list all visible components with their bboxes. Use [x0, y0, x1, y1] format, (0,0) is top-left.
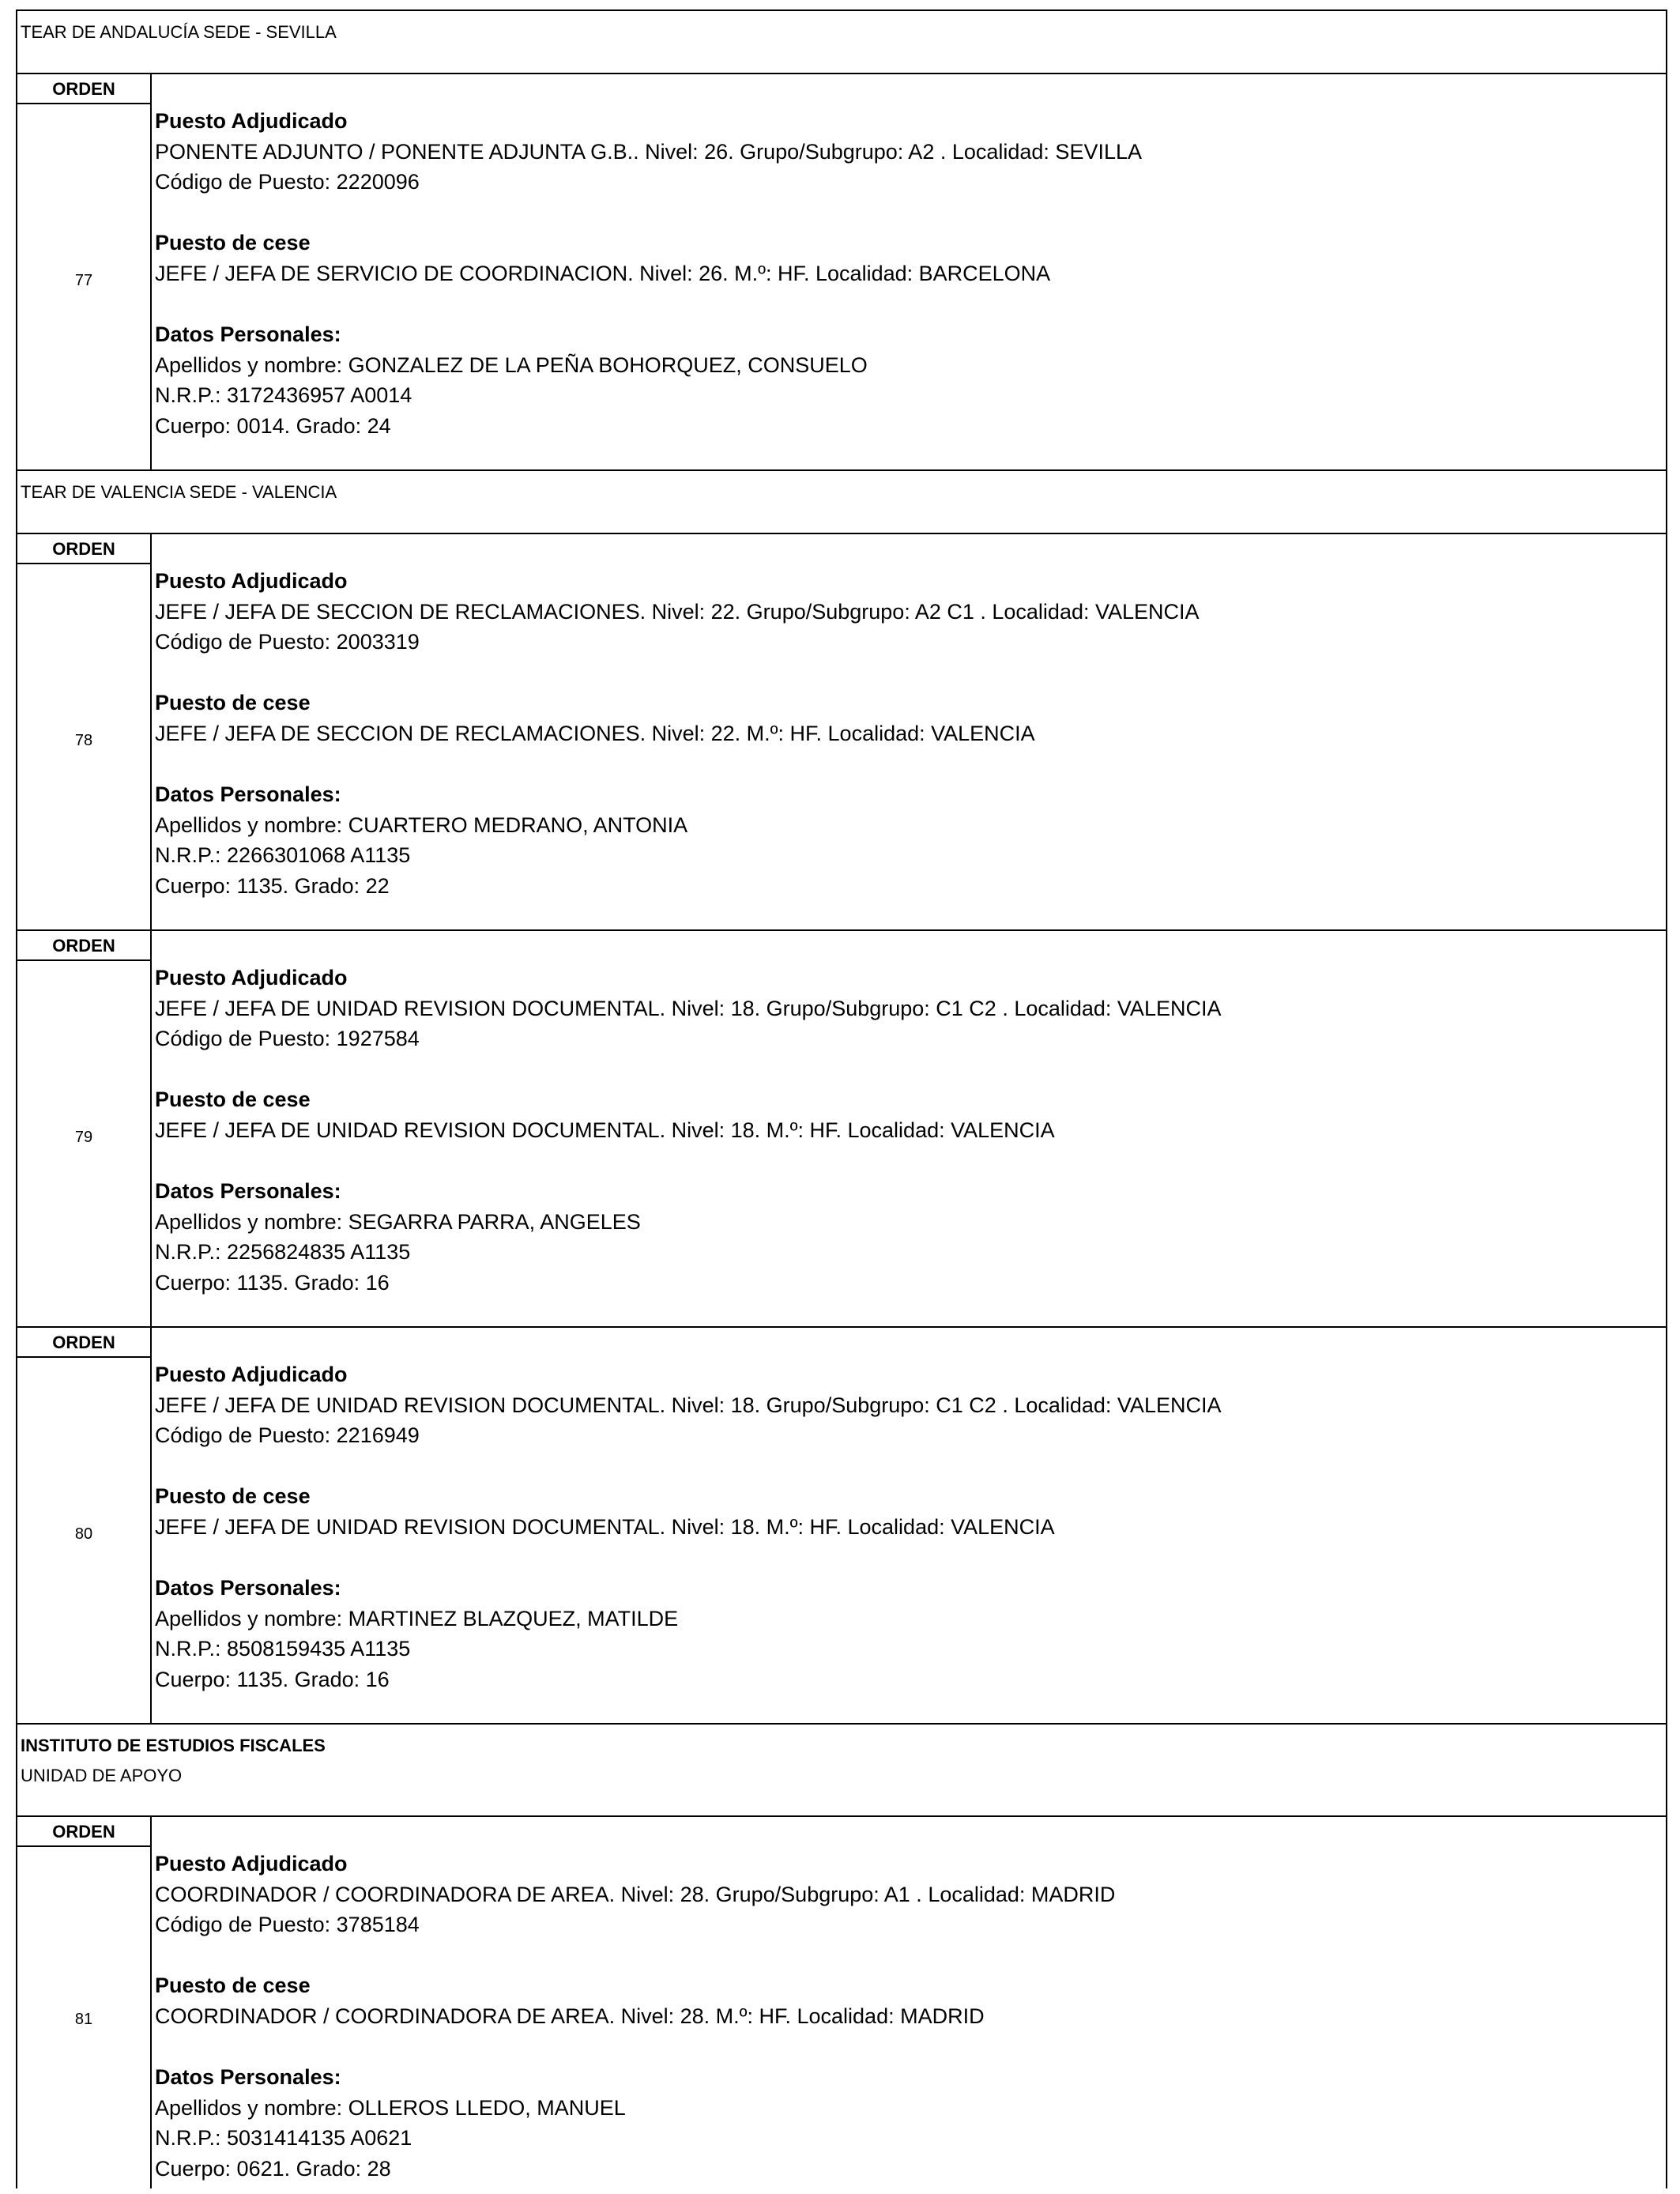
nrp: N.R.P.: 3172436957 A0014	[155, 383, 412, 408]
section-title: TEAR DE ANDALUCÍA SEDE - SEVILLA	[21, 22, 337, 42]
puesto-adjudicado-heading: Puesto Adjudicado	[155, 109, 348, 133]
puesto-adjudicado-text: COORDINADOR / COORDINADORA DE AREA. Nivel: 28. Grupo/Subgrupo: A1 . Localidad: MADRID	[155, 1882, 1116, 1906]
cuerpo-grado: Cuerpo: 0014. Grado: 24	[155, 413, 391, 438]
orden-header: ORDEN	[17, 534, 150, 564]
cuerpo-grado: Cuerpo: 1135. Grado: 16	[155, 1667, 390, 1691]
table-row	[17, 534, 1666, 931]
nrp: N.R.P.: 8508159435 A1135	[155, 1637, 411, 1661]
table-row	[17, 74, 1666, 471]
table-row	[17, 931, 1666, 1328]
cuerpo-grado: Cuerpo: 0621. Grado: 28	[155, 2156, 391, 2181]
orden-number: 81	[74, 2011, 93, 2028]
entry-content	[152, 534, 1666, 929]
table-row	[17, 1328, 1666, 1725]
section-subtitle: UNIDAD DE APOYO	[21, 1766, 183, 1785]
section-title: TEAR DE VALENCIA SEDE - VALENCIA	[21, 482, 337, 502]
puesto-adjudicado-heading: Puesto Adjudicado	[155, 966, 348, 990]
entry-content	[152, 1817, 1666, 2188]
orden-column	[17, 74, 152, 469]
orden-number: 80	[74, 1525, 93, 1543]
puesto-cese-text: JEFE / JEFA DE SERVICIO DE COORDINACION. Nivel: 26. M.º: HF. Localidad: BARCELONA	[155, 261, 1051, 285]
apellidos-nombre: Apellidos y nombre: OLLEROS LLEDO, MANUEL	[155, 2095, 626, 2120]
nrp: N.R.P.: 2266301068 A1135	[155, 843, 411, 868]
section-header	[17, 11, 1666, 74]
puesto-cese-heading: Puesto de cese	[155, 1484, 311, 1509]
datos-personales-heading: Datos Personales:	[155, 1576, 341, 1600]
datos-personales-heading: Datos Personales:	[155, 782, 341, 807]
nrp: N.R.P.: 2256824835 A1135	[155, 1240, 411, 1265]
orden-header: ORDEN	[17, 74, 150, 104]
orden-column	[17, 1328, 152, 1723]
orden-column	[17, 1817, 152, 2188]
puesto-cese-heading: Puesto de cese	[155, 691, 311, 715]
puesto-adjudicado-text: PONENTE ADJUNTO / PONENTE ADJUNTA G.B.. Nivel: 26. Grupo/Subgrupo: A2 . Localidad: SEVILLA	[155, 139, 1143, 164]
section-header	[17, 471, 1666, 534]
apellidos-nombre: Apellidos y nombre: GONZALEZ DE LA PEÑA BOHORQUEZ, CONSUELO	[155, 352, 868, 377]
puesto-adjudicado-heading: Puesto Adjudicado	[155, 1852, 348, 1875]
puesto-adjudicado-text: JEFE / JEFA DE UNIDAD REVISION DOCUMENTAL. Nivel: 18. Grupo/Subgrupo: C1 C2 . Localidad: VALENCIA	[155, 996, 1222, 1020]
apellidos-nombre: Apellidos y nombre: MARTINEZ BLAZQUEZ, MATILDE	[155, 1606, 679, 1630]
entry-content	[152, 931, 1666, 1326]
datos-personales-heading: Datos Personales:	[155, 2065, 341, 2090]
codigo-puesto: Código de Puesto: 2216949	[155, 1423, 420, 1448]
puesto-cese-text: JEFE / JEFA DE UNIDAD REVISION DOCUMENTAL. Nivel: 18. M.º: HF. Localidad: VALENCIA	[155, 1118, 1055, 1142]
codigo-puesto: Código de Puesto: 3785184	[155, 1913, 420, 1937]
entry-content	[152, 1328, 1666, 1723]
puesto-adjudicado-heading: Puesto Adjudicado	[155, 569, 348, 593]
puesto-cese-heading: Puesto de cese	[155, 1973, 311, 1998]
codigo-puesto: Código de Puesto: 2003319	[155, 630, 420, 654]
orden-column	[17, 931, 152, 1326]
puesto-cese-heading: Puesto de cese	[155, 231, 311, 255]
puesto-cese-text: JEFE / JEFA DE UNIDAD REVISION DOCUMENTAL. Nivel: 18. M.º: HF. Localidad: VALENCIA	[155, 1514, 1055, 1539]
datos-personales-heading: Datos Personales:	[155, 1179, 341, 1204]
orden-header: ORDEN	[17, 1817, 150, 1847]
cuerpo-grado: Cuerpo: 1135. Grado: 22	[155, 873, 390, 898]
orden-header: ORDEN	[17, 1328, 150, 1358]
puesto-adjudicado-heading: Puesto Adjudicado	[155, 1363, 348, 1386]
section-title: INSTITUTO DE ESTUDIOS FISCALES	[21, 1736, 326, 1755]
puesto-cese-text: COORDINADOR / COORDINADORA DE AREA. Nivel: 28. M.º: HF. Localidad: MADRID	[155, 2004, 985, 2028]
codigo-puesto: Código de Puesto: 2220096	[155, 170, 420, 194]
datos-personales-heading: Datos Personales:	[155, 322, 341, 347]
puesto-cese-text: JEFE / JEFA DE SECCION DE RECLAMACIONES. Nivel: 22. M.º: HF. Localidad: VALENCIA	[155, 721, 1035, 745]
puesto-adjudicado-text: JEFE / JEFA DE UNIDAD REVISION DOCUMENTAL. Nivel: 18. Grupo/Subgrupo: C1 C2 . Localidad: VALENCIA	[155, 1393, 1222, 1417]
nrp: N.R.P.: 5031414135 A0621	[155, 2126, 412, 2151]
table-row	[17, 1817, 1666, 2188]
cuerpo-grado: Cuerpo: 1135. Grado: 16	[155, 1270, 390, 1295]
orden-number: 78	[74, 732, 93, 749]
document-table	[16, 9, 1667, 2188]
apellidos-nombre: Apellidos y nombre: SEGARRA PARRA, ANGELES	[155, 1209, 641, 1234]
entry-content	[152, 74, 1666, 469]
codigo-puesto: Código de Puesto: 1927584	[155, 1027, 420, 1051]
orden-number: 79	[74, 1129, 93, 1146]
section-header	[17, 1725, 1666, 1817]
apellidos-nombre: Apellidos y nombre: CUARTERO MEDRANO, ANTONIA	[155, 812, 688, 837]
orden-number: 77	[74, 272, 93, 289]
orden-header: ORDEN	[17, 931, 150, 961]
puesto-adjudicado-text: JEFE / JEFA DE SECCION DE RECLAMACIONES. Nivel: 22. Grupo/Subgrupo: A2 C1 . Localidad: VALENCIA	[155, 599, 1200, 624]
puesto-cese-heading: Puesto de cese	[155, 1088, 311, 1112]
orden-column	[17, 534, 152, 929]
